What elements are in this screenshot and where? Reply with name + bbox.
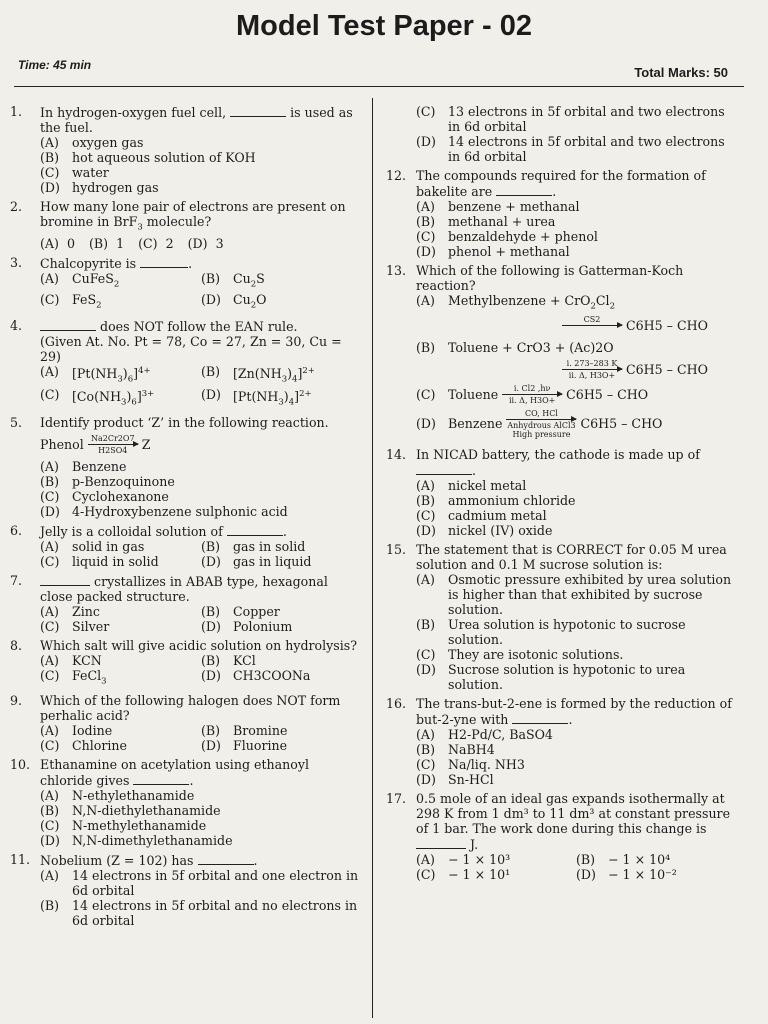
option-c: (C) FeS$_2$ — [40, 292, 102, 311]
question-text: 0.5 mole of an ideal gas expands isothermally at 298 K from 1 dm³ to 11 dm³ at constant pressure of 1 bar. The work done during this change is J. — [416, 790, 731, 852]
option-a: (A) 14 electrons in 5f orbital and one electron in 6d orbital — [40, 868, 359, 899]
question-7: 7. crystallizes in ABAB type, hexagonal close packed structure. (A) Zinc (B) Copper (C) Silver (D) Polonium — [10, 573, 362, 634]
option-a: (A) Osmotic pressure exhibited by urea solution is higher than that exhibited by sucrose solution. — [416, 571, 732, 617]
option-c: (C) 2 — [138, 235, 174, 251]
question-text: Which salt will give acidic solution on hydrolysis? — [40, 637, 357, 653]
question-text: Which of the following is Gatterman-Koch reaction? — [416, 263, 684, 293]
option-d: (D) hydrogen gas — [40, 180, 159, 195]
option-a: (A) CuFeS$_2$ — [40, 270, 120, 290]
option-b: (B) NaBH4 — [416, 741, 495, 757]
option-b: (B) 14 electrons in 5f orbital and no electrons in 6d orbital — [40, 898, 358, 929]
option-b: (B) Urea solution is hypotonic to sucrose solution. — [416, 616, 686, 647]
option-c: (C) water — [40, 165, 109, 180]
option-c: (C) liquid in solid — [40, 553, 159, 569]
question-text: Chalcopyrite is . — [40, 255, 193, 271]
option-a: (A) nickel metal — [416, 477, 527, 493]
question-13: 13. Which of the following is Gatterman-Koch reaction? (A) Methylbenzene + $CrO_2Cl_2$ CS2 C6H5 – CHO (B) Toluene + CrO3 + (Ac)2O i. 273–283 K ii. Δ, H3O+ C6H5 – CHO (C) Toluene i. Cl2 ,hν ii. Δ, H3O+ C6H5 – CHO (D) Benzene CO, HCl Anhydrous AlCl3 High pressure C6H5 – CHO — [386, 263, 736, 443]
option-b: (B) Bromine — [201, 723, 288, 739]
question-17: 17. 0.5 mole of an ideal gas expands isothermally at 298 K from 1 dm³ to 11 dm³ at constant pressure of 1 bar. The work done during this change is J. (A) − 1 × 10³ (B) − 1 × 10⁴ (C) − 1 × 10¹ (D) − 1 × 10⁻² — [386, 791, 736, 882]
reaction-arrow: Na2Cr2O7 H2SO4 — [88, 434, 138, 455]
option-c: (C) 13 electrons in 5f orbital and two electrons in 6d orbital — [416, 104, 725, 134]
option-d: (D) gas in liquid — [201, 553, 312, 569]
option-d: (D) 4-Hydroxybenzene sulphonic acid — [40, 503, 288, 519]
reaction-arrow: CS2 — [562, 315, 622, 336]
question-text: Ethanamine on acetylation using ethanoyl chloride gives . — [40, 757, 309, 789]
right-column — [386, 104, 736, 886]
question-text: In hydrogen-oxygen fuel cell, is used as the fuel. — [40, 105, 353, 135]
option-a: (A) − 1 × 10³ — [416, 851, 511, 867]
option-d: (D) 14 electrons in 5f orbital and two electrons in 6d orbital — [416, 134, 725, 164]
question-5: 5. Identify product ‘Z’ in the following reaction. Phenol Na2Cr2O7 H2SO4 Z (A) Benzene (B) p-Benzoquinone (C) Cyclohexanone (D) 4-Hydroxybenzene sulphonic acid — [10, 415, 362, 519]
question-2: 2. How many lone pair of electrons are present on bromine in BrF$_3$ molecule? (A) 0 (B) 1 (C) 2 (D) 3 — [10, 199, 362, 251]
question-number: 1. — [10, 104, 23, 119]
time-label: Time: 45 min — [18, 58, 92, 72]
option-c: (C) Na/liq. NH3 — [416, 756, 525, 772]
option-c: (C) Cyclohexanone — [40, 488, 169, 504]
option-d: (D) nickel (IV) oxide — [416, 522, 553, 538]
question-15: 15. The statement that is CORRECT for 0.05 M urea solution and 0.1 M sucrose solution is: (A) Osmotic pressure exhibited by urea solution is higher than that exhibited by sucrose solution. (B) Urea solution is hypotonic to sucrose solution. (C) They are isotonic solutions. (D) Sucrose solution is hypotonic to urea solution. — [386, 542, 736, 692]
option-c: (C) Silver — [40, 618, 110, 634]
option-a: (A) benzene + methanal — [416, 199, 580, 214]
option-b: (B) p-Benzoquinone — [40, 473, 175, 489]
paper-title: Model Test Paper - 02 — [236, 10, 532, 42]
option-d: (D) CH3COONa — [201, 667, 311, 683]
question-given: (Given At. No. Pt = 78, Co = 27, Zn = 30, Cu = 29) — [40, 333, 342, 364]
question-text: Which of the following halogen does NOT form perhalic acid? — [40, 693, 341, 724]
question-12: 12. The compounds required for the formation of bakelite are . (A) benzene + methanal (B) methanal + urea (C) benzaldehyde + phenol (D) phenol + methanal — [386, 168, 736, 259]
header-rule — [14, 86, 744, 87]
option-b: (B) gas in solid — [201, 538, 306, 554]
option-c: (C) They are isotonic solutions. — [416, 646, 624, 662]
option-b: (B) Copper — [201, 603, 280, 619]
question-text: Jelly is a colloidal solution of . — [40, 523, 287, 539]
option-c: (C) cadmium metal — [416, 507, 547, 523]
option-b: (B) N,N-diethylethanamide — [40, 803, 221, 819]
question-text: The compounds required for the formation of bakelite are . — [416, 168, 706, 199]
question-16: 16. The trans-but-2-ene is formed by the reduction of but-2-yne with . (A) H2-Pd/C, BaSO4 (B) NaBH4 (C) Na/liq. NH3 (D) Sn-HCl — [386, 696, 736, 787]
option-d: (D) Polonium — [201, 618, 293, 634]
option-c: (C) FeCl$_3$ — [40, 667, 107, 687]
question-6: 6. Jelly is a colloidal solution of . (A) solid in gas (B) gas in solid (C) liquid in solid (D) gas in liquid — [10, 523, 362, 569]
option-a: (A) $[Pt(NH_3)_6]^{4+}$ — [40, 363, 151, 385]
option-d: (D) 3 — [187, 235, 224, 251]
option-c: (C) Chlorine — [40, 738, 127, 754]
option-b: (B) KCl — [201, 652, 256, 668]
option-a: (A) 0 — [40, 235, 75, 251]
question-text: In NICAD battery, the cathode is made up of . — [416, 446, 700, 478]
option-d: (D) $[Pt(NH_3)_4]^{2+}$ — [201, 387, 312, 408]
option-b: (B) 1 — [88, 235, 125, 251]
option-a: (A) Iodine — [40, 723, 113, 739]
reaction-equation: Phenol Na2Cr2O7 H2SO4 Z — [40, 433, 151, 455]
option-b: (B) $Cu_2S$ — [201, 270, 265, 290]
reaction-arrow: i. 273–283 K ii. Δ, H3O+ — [562, 359, 622, 380]
option-b: (B) $[Zn(NH_3)_4]^{2+}$ — [201, 363, 315, 385]
question-11: 11. Nobelium (Z = 102) has . (A) 14 electrons in 5f orbital and one electron in 6d orbital (B) 14 electrons in 5f orbital and no electrons in 6d orbital — [10, 852, 362, 928]
question-4: 4. does NOT follow the EAN rule. (Given At. No. Pt = 78, Co = 27, Zn = 30, Cu = 29) (A) $[Pt(NH_3)_6]^{4+}$ (B) $[Zn(NH_3)_4]^{2+}$ (C) $[Co(NH_3)_6]^{3+}$ (D) $[Pt(NH_3)_4]^{2+}$ — [10, 318, 362, 411]
option-a: (A) solid in gas — [40, 538, 145, 554]
option-a: (A) Benzene — [40, 458, 127, 474]
left-column — [10, 104, 362, 932]
option-a: (A) oxygen gas — [40, 135, 144, 150]
option-a: (A) N-ethylethanamide — [40, 788, 195, 804]
option-d: (D) phenol + methanal — [416, 244, 570, 259]
question-text: Identify product ‘Z’ in the following reaction. — [40, 414, 329, 430]
option-d: (D) − 1 × 10⁻² — [576, 866, 677, 882]
option-b: (B) − 1 × 10⁴ — [576, 851, 671, 867]
option-b: (B) ammonium chloride — [416, 492, 576, 508]
reaction-arrow: CO, HCl Anhydrous AlCl3 High pressure — [507, 408, 576, 439]
option-b: (B) methanal + urea — [416, 214, 556, 229]
question-11-continued — [386, 104, 736, 164]
option-a: (A) Zinc — [40, 603, 100, 619]
question-text: does NOT follow the EAN rule. — [40, 318, 362, 334]
column-divider — [372, 98, 373, 1018]
question-text: The trans-but-2-ene is formed by the reduction of but-2-yne with . — [416, 695, 732, 727]
question-3: 3. Chalcopyrite is . (A) CuFeS$_2$ (B) $Cu_2S$ (C) FeS$_2$ (D) $Cu_2O$ — [10, 255, 362, 314]
question-8: 8. Which salt will give acidic solution on hydrolysis? (A) KCN (B) KCl (C) FeCl$_3$ (D) CH3COONa — [10, 638, 362, 690]
option-d: (D) Benzene CO, HCl Anhydrous AlCl3 High pressure C6H5 – CHO — [416, 408, 663, 439]
option-c: (C) benzaldehyde + phenol — [416, 229, 598, 244]
reaction-arrow: i. Cl2 ,hν ii. Δ, H3O+ — [502, 384, 562, 405]
question-10: 10. Ethanamine on acetylation using ethanoyl chloride gives . (A) N-ethylethanamide (B) N,N-diethylethanamide (C) N-methylethanamide (D) N,N-dimethylethanamide — [10, 757, 362, 848]
option-c: (C) Toluene i. Cl2 ,hν ii. Δ, H3O+ C6H5 – CHO — [416, 383, 649, 405]
option-a: (A) KCN — [40, 652, 102, 668]
question-14: 14. In NICAD battery, the cathode is made up of . (A) nickel metal (B) ammonium chloride (C) cadmium metal (D) nickel (IV) oxide — [386, 447, 736, 538]
option-d: (D) N,N-dimethylethanamide — [40, 833, 233, 849]
question-9: 9. Which of the following halogen does NOT form perhalic acid? (A) Iodine (B) Bromine (C) Chlorine (D) Fluorine — [10, 693, 362, 753]
question-text: How many lone pair of electrons are present on bromine in BrF$_3$ molecule? — [40, 199, 346, 233]
option-c: (C) $[Co(NH_3)_6]^{3+}$ — [40, 387, 155, 408]
option-a: (A) Methylbenzene + $CrO_2Cl_2$ CS2 C6H5 – CHO — [416, 293, 736, 336]
option-b: (B) hot aqueous solution of KOH — [40, 150, 256, 165]
option-d: (D) $Cu_2O$ — [201, 292, 267, 311]
option-d: (D) Sn-HCl — [416, 771, 494, 787]
option-c: (C) − 1 × 10¹ — [416, 866, 511, 882]
option-d: (D) Sucrose solution is hypotonic to urea solution. — [416, 661, 686, 692]
option-d: (D) Fluorine — [201, 738, 288, 754]
question-text: The statement that is CORRECT for 0.05 M urea solution and 0.1 M sucrose solution is: — [416, 541, 727, 572]
option-b: (B) Toluene + CrO3 + (Ac)2O i. 273–283 K ii. Δ, H3O+ C6H5 – CHO — [416, 339, 708, 380]
option-a: (A) H2-Pd/C, BaSO4 — [416, 726, 553, 742]
total-marks-label: Total Marks: 50 — [634, 65, 728, 80]
question-text: crystallizes in ABAB type, hexagonal close packed structure. — [40, 573, 328, 604]
question-text: Nobelium (Z = 102) has . — [40, 853, 258, 869]
option-c: (C) N-methylethanamide — [40, 818, 207, 834]
question-1 — [10, 104, 362, 195]
